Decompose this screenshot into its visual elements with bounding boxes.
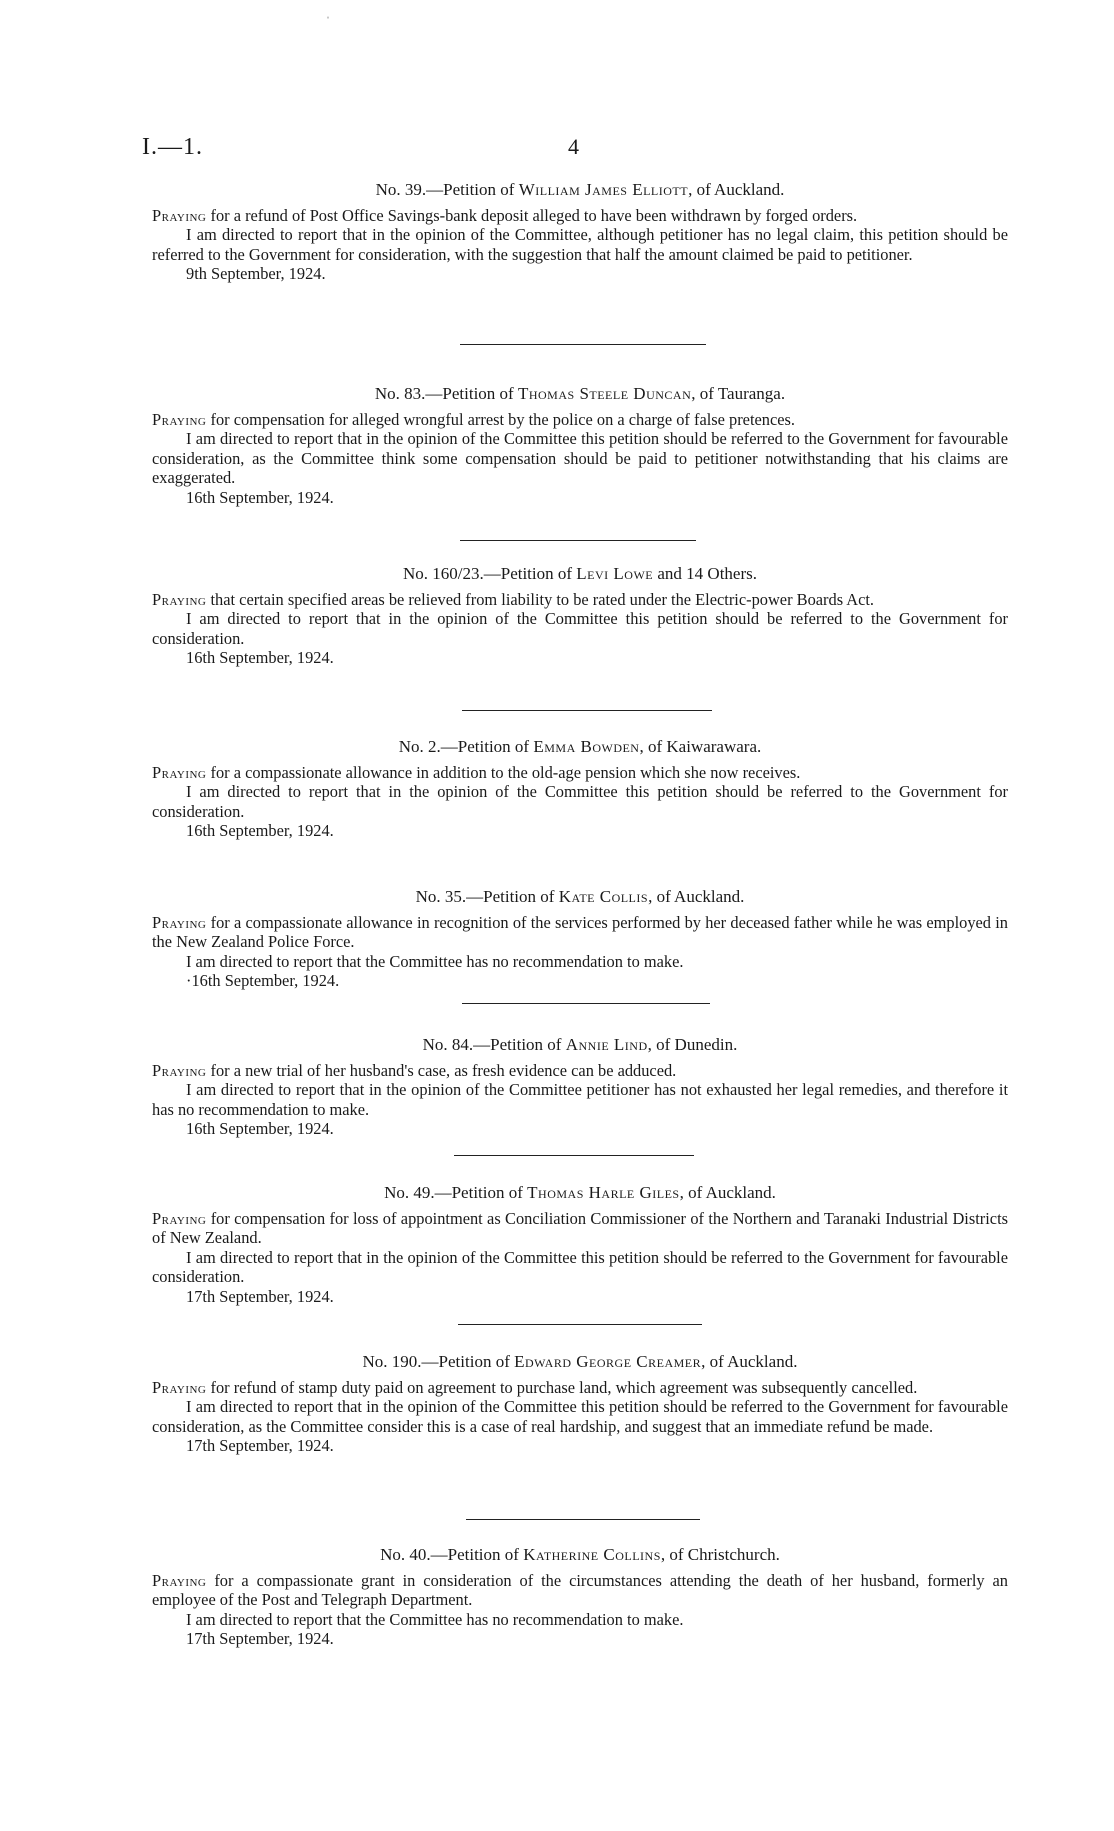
- report-date: ·16th September, 1924.: [186, 971, 340, 991]
- committee-report: I am directed to report that in the opinion of the Committee petitioner has not exhausted her legal remedies, and therefore it has no recommendation to make.: [152, 1080, 1008, 1119]
- divider-rule: [454, 1155, 694, 1156]
- petition-entry: [152, 1352, 1008, 1456]
- petition-entry: [152, 887, 1008, 991]
- petition-prayer: Praying for a compassionate grant in consideration of the circumstances attending the death of her husband, formerly an employee of the Post and Telegraph Department.: [152, 1570, 1008, 1610]
- report-date: 16th September, 1924.: [186, 821, 334, 841]
- committee-report: I am directed to report that in the opinion of the Committee this petition should be referred to the Government for consideration.: [152, 782, 1008, 821]
- divider-rule: [462, 1003, 710, 1004]
- petition-entry: [152, 1545, 1008, 1649]
- divider-rule: [460, 344, 706, 345]
- page-number: 4: [568, 134, 579, 159]
- petitioner-name: Levi Lowe: [576, 564, 654, 583]
- petition-prayer: Praying for a compassionate allowance in recognition of the services performed by her deceased father while he was employed in the New Zealand Police Force.: [152, 912, 1008, 952]
- report-date: 17th September, 1924.: [186, 1436, 334, 1456]
- petition-title: No. 84.—Petition of Annie Lind, of Dunedin.: [422, 1035, 738, 1054]
- report-date: 9th September, 1924.: [186, 264, 326, 284]
- petition-title: No. 83.—Petition of Thomas Steele Duncan, of Tauranga.: [374, 384, 786, 403]
- report-date: 17th September, 1924.: [186, 1629, 334, 1649]
- petition-prayer: Praying for compensation for loss of appointment as Conciliation Commissioner of the Northern and Taranaki Industrial Districts of New Zealand.: [152, 1208, 1008, 1248]
- petitioner-name: Thomas Harle Giles: [527, 1183, 680, 1202]
- petition-entry: [152, 1035, 1008, 1139]
- committee-report: I am directed to report that the Committee has no recommendation to make.: [186, 951, 684, 971]
- divider-rule: [460, 540, 696, 541]
- petition-title: No. 35.—Petition of Kate Collis, of Auckland.: [415, 887, 745, 906]
- petitioner-name: Thomas Steele Duncan: [517, 384, 692, 403]
- petitioner-name: Kate Collis: [558, 887, 649, 906]
- petitioner-name: Annie Lind: [565, 1035, 648, 1054]
- committee-report: I am directed to report that in the opinion of the Committee this petition should be referred to the Government for favourable consideration.: [152, 1247, 1008, 1287]
- divider-rule: [462, 710, 712, 711]
- petition-entry: [152, 384, 1008, 508]
- committee-report: I am directed to report that in the opinion of the Committee this petition should be referred to the Government for consideration.: [152, 609, 1008, 648]
- report-date: 16th September, 1924.: [186, 487, 334, 507]
- committee-report: I am directed to report that the Committee has no recommendation to make.: [186, 1609, 684, 1629]
- petition-title: No. 190.—Petition of Edward George Creamer, of Auckland.: [362, 1352, 798, 1371]
- petition-title: No. 160/23.—Petition of Levi Lowe and 14 Others.: [402, 564, 758, 583]
- petitioner-name: Katherine Collins: [523, 1545, 661, 1564]
- petition-title: No. 40.—Petition of Katherine Collins, of Christchurch.: [380, 1545, 780, 1564]
- divider-rule: [466, 1519, 700, 1520]
- petition-prayer: Praying for a new trial of her husband's case, as fresh evidence can be adduced.: [152, 1060, 677, 1080]
- petition-entry: [152, 180, 1008, 284]
- petition-title: No. 2.—Petition of Emma Bowden, of Kaiwarawara.: [398, 737, 762, 756]
- petition-entry: [152, 1183, 1008, 1307]
- petition-prayer: Praying for compensation for alleged wrongful arrest by the police on a charge of false pretences.: [152, 409, 796, 429]
- petition-entry: [152, 564, 1008, 668]
- report-date: 17th September, 1924.: [186, 1286, 334, 1306]
- petition-prayer: Praying that certain specified areas be relieved from liability to be rated under the Electric-power Boards Act.: [152, 589, 875, 609]
- paper-reference: I.—1.: [142, 134, 203, 160]
- committee-report: I am directed to report that in the opinion of the Committee this petition should be referred to the Government for favourable consideration, as the Committee consider this is a case of real hardship, and suggest that an immediate refund be made.: [152, 1397, 1008, 1436]
- petitioner-name: William James Elliott: [518, 180, 689, 199]
- report-date: 16th September, 1924.: [186, 648, 334, 668]
- petition-prayer: Praying for a refund of Post Office Savings-bank deposit alleged to have been withdrawn by forged orders.: [152, 205, 858, 225]
- committee-report: I am directed to report that in the opinion of the Committee, although petitioner has no legal claim, this petition should be referred to the Government for consideration, with the suggestion that half the amount claimed be paid to petitioner.: [152, 225, 1008, 264]
- committee-report: I am directed to report that in the opinion of the Committee this petition should be referred to the Government for favourable consideration, as the Committee think some compensation should be paid to petitioner notwithstanding that his claims are exaggerated.: [152, 429, 1008, 488]
- report-date: 16th September, 1924.: [186, 1119, 334, 1139]
- petitioner-name: Edward George Creamer: [514, 1352, 702, 1371]
- petition-prayer: Praying for a compassionate allowance in addition to the old-age pension which she now receives.: [152, 762, 801, 782]
- divider-rule: [458, 1324, 702, 1325]
- petition-title: No. 49.—Petition of Thomas Harle Giles, of Auckland.: [384, 1183, 776, 1202]
- petition-title: No. 39.—Petition of William James Elliott, of Auckland.: [375, 180, 785, 199]
- petition-entry: [152, 737, 1008, 841]
- petitioner-name: Emma Bowden: [533, 737, 640, 756]
- petition-prayer: Praying for refund of stamp duty paid on agreement to purchase land, which agreement was subsequently cancelled.: [152, 1377, 918, 1397]
- top-mark: ˈ: [326, 14, 330, 28]
